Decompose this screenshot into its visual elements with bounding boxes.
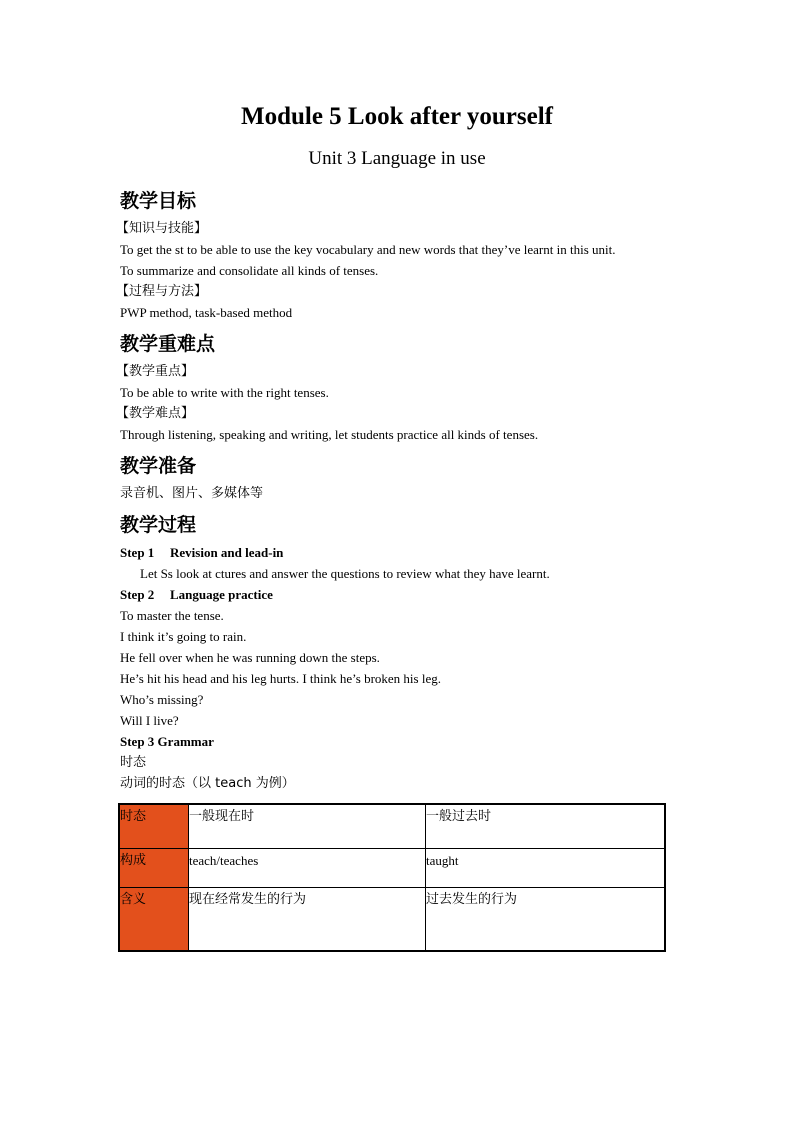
step-2-heading <box>120 584 680 605</box>
objective-line-1: To get the st to be able to use the key vocabulary and new words that they’ve learnt in this unit. <box>120 242 616 257</box>
label-teaching-focus: 【教学重点】 <box>116 364 195 379</box>
table-cell-past: 一般过去时 <box>426 804 666 849</box>
teaching-difficulty-line: Through listening, speaking and writing, let students practice all kinds of tenses. <box>120 427 539 442</box>
teaching-focus-line: To be able to write with the right tenses. <box>120 385 329 400</box>
preparation-line: 录音机、图片、多媒体等 <box>120 486 264 501</box>
table-row <box>119 888 665 952</box>
table-cell-label: 含义 <box>119 888 189 952</box>
table-cell-label: 构成 <box>119 849 189 888</box>
tense-table-caption: 动词的时态（以 teach 为例） <box>120 776 295 791</box>
step-2-number: Step 2 <box>120 587 155 602</box>
step-2-line-1: To master the tense. <box>120 608 224 623</box>
label-knowledge-skills: 【知识与技能】 <box>116 221 208 236</box>
label-process-method: 【过程与方法】 <box>116 284 208 299</box>
document-title: Module 5 Look after yourself <box>240 103 553 130</box>
step-1-number: Step 1 <box>120 545 155 560</box>
step-2-line-2: I think it’s going to rain. <box>120 629 247 644</box>
step-2-title: Language practice <box>170 587 273 602</box>
process-method-line: PWP method, task-based method <box>120 305 293 320</box>
heading-objectives: 教学目标 <box>120 190 197 212</box>
label-teaching-difficulty: 【教学难点】 <box>116 406 195 421</box>
step-2-line-4: He’s hit his head and his leg hurts. I think he’s broken his leg. <box>120 671 441 686</box>
heading-preparation: 教学准备 <box>120 455 197 477</box>
table-cell-past: 过去发生的行为 <box>426 888 666 952</box>
step-1-title: Revision and lead-in <box>170 545 284 560</box>
heading-procedure: 教学过程 <box>120 514 197 536</box>
step-2-line-6: Will I live? <box>120 713 179 728</box>
heading-key-points: 教学重难点 <box>120 333 216 355</box>
step-2-line-3: He fell over when he was running down the steps. <box>120 650 380 665</box>
step-2-line-5: Who’s missing? <box>120 692 204 707</box>
objective-line-2: To summarize and consolidate all kinds of tenses. <box>120 263 379 278</box>
table-cell-present: 一般现在时 <box>189 804 426 849</box>
step-3-heading: Step 3 Grammar <box>120 734 214 749</box>
table-row <box>119 804 665 849</box>
step-1-line: Let Ss look at ctures and answer the questions to review what they have learnt. <box>140 566 550 581</box>
table-row <box>119 849 665 888</box>
document-body <box>116 184 680 794</box>
table-cell-present: teach/teaches <box>189 849 426 888</box>
document-subtitle: Unit 3 Language in use <box>308 148 486 169</box>
table-cell-present: 现在经常发生的行为 <box>189 888 426 952</box>
table-cell-past: taught <box>426 849 666 888</box>
step-1-heading <box>120 542 680 563</box>
step-3-topic: 时态 <box>120 755 147 770</box>
table-cell-label: 时态 <box>119 804 189 849</box>
tense-table <box>118 803 666 952</box>
